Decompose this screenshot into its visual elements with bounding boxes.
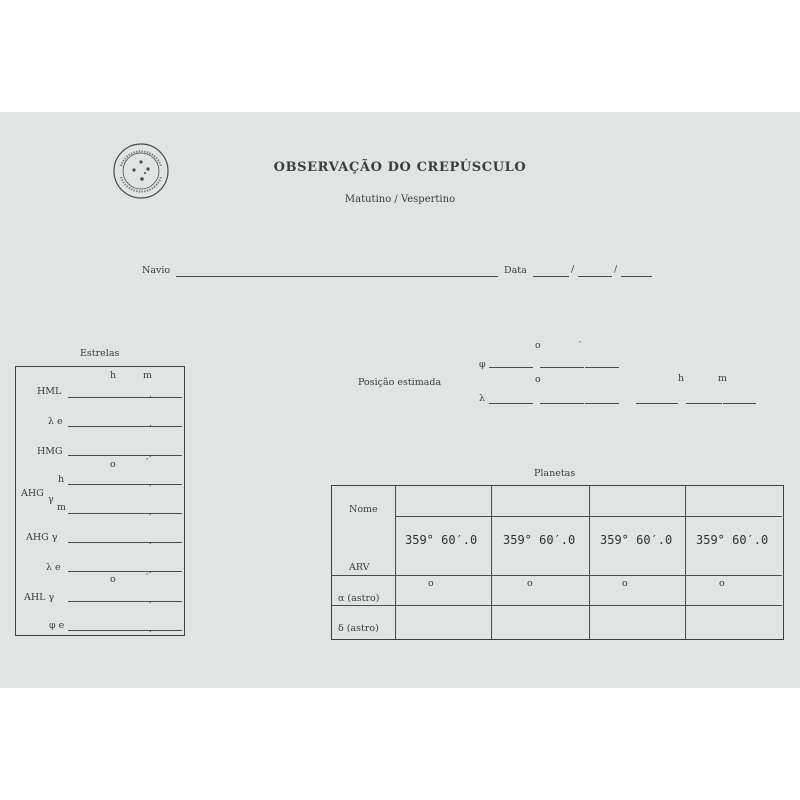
planetas-row-sep-nome [395, 516, 782, 517]
row-lambda-e1-field[interactable] [68, 426, 182, 427]
data-label: Data [504, 265, 527, 276]
posicao-phi-dec-field[interactable] [585, 367, 619, 368]
planetas-col-sep-0 [395, 485, 396, 639]
row-phi-e-label: φ e [49, 620, 65, 631]
row-m-field[interactable] [68, 513, 182, 514]
m-comma: , [149, 506, 153, 517]
date-sep-2: / [614, 264, 618, 275]
arv-value-2[interactable]: 359° 60′.0 [503, 533, 576, 547]
planetas-table [331, 485, 784, 640]
row-hmg-field[interactable] [68, 455, 182, 456]
posicao-deg-top: o [535, 340, 541, 351]
row-gamma-sub: γ [48, 494, 54, 505]
planetas-row-alpha: α (astro) [338, 593, 380, 604]
row-lambda-e2-label: λ e [46, 562, 61, 573]
row-ahl-gamma-label: AHL γ [24, 592, 55, 603]
navio-label: Navio [142, 265, 171, 276]
row-phi-e-field[interactable] [68, 630, 182, 631]
form-title: OBSERVAÇÃO DO CREPÚSCULO [273, 160, 527, 175]
date-month-field[interactable] [578, 276, 612, 277]
arv-value-3[interactable]: 359° 60′.0 [600, 533, 673, 547]
estrelas-title: Estrelas [80, 348, 120, 359]
planetas-row-delta: δ (astro) [338, 623, 379, 634]
posicao-deg-bottom: o [535, 374, 541, 385]
planetas-row-nome: Nome [349, 504, 378, 515]
alpha-deg-3: o [622, 578, 628, 589]
posicao-h-field[interactable] [636, 403, 678, 404]
estrelas-unit-min-1: ′ [146, 457, 149, 468]
planetas-row-arv: ARV [349, 562, 370, 573]
row-lambda-e1-label: λ e [48, 416, 63, 427]
posicao-lambda-min-field[interactable] [540, 403, 584, 404]
form-subtitle: Matutino / Vespertino [344, 194, 456, 205]
row-ahl-gamma-field[interactable] [68, 601, 182, 602]
planetas-row-sep-alpha [332, 605, 782, 606]
row-m-label: m [57, 502, 67, 513]
arv-value-4[interactable]: 359° 60′.0 [696, 533, 769, 547]
estrelas-unit-h: h [110, 370, 117, 381]
posicao-s-field[interactable] [723, 403, 756, 404]
posicao-min-top: ′ [579, 340, 582, 351]
row-ahg-gamma-field[interactable] [68, 542, 182, 543]
row-h-label: h [58, 474, 65, 485]
row-hmg-label: HMG [37, 446, 63, 457]
posicao-lambda: λ [479, 393, 486, 404]
posicao-m-field[interactable] [686, 403, 722, 404]
row-ahg-gamma-label: AHG γ [26, 532, 58, 543]
lambda-e1-comma: , [149, 418, 153, 429]
estrelas-unit-deg-1: o [110, 459, 116, 470]
h-comma: , [149, 477, 153, 488]
arv-value-1[interactable]: 359° 60′.0 [405, 533, 478, 547]
row-lambda-e2-field[interactable] [68, 571, 182, 572]
planetas-col-sep-3 [685, 485, 686, 639]
posicao-lambda-dec-field[interactable] [585, 403, 619, 404]
posicao-m: m [718, 373, 728, 384]
form-sheet [0, 112, 800, 688]
posicao-phi-deg-field[interactable] [489, 367, 533, 368]
hmg-comma: , [149, 448, 153, 459]
date-year-field[interactable] [621, 276, 652, 277]
planetas-title: Planetas [534, 468, 576, 479]
navio-field[interactable] [176, 276, 498, 277]
hml-comma: , [149, 389, 153, 400]
estrelas-unit-min-2: ′ [146, 572, 149, 583]
date-sep-1: / [571, 264, 575, 275]
alpha-deg-2: o [527, 578, 533, 589]
ahl-gamma-comma: , [149, 594, 153, 605]
ahg-gamma-comma: , [149, 535, 153, 546]
posicao-lambda-deg-field[interactable] [489, 403, 533, 404]
planetas-col-sep-1 [491, 485, 492, 639]
navy-seal-logo [112, 142, 170, 200]
planetas-row-sep-arv [332, 575, 782, 576]
date-day-field[interactable] [533, 276, 569, 277]
row-h-field[interactable] [68, 484, 182, 485]
posicao-h: h [678, 373, 685, 384]
row-ahg-gamma-top-label: AHG [21, 488, 44, 499]
estrelas-unit-m: m [143, 370, 153, 381]
alpha-deg-4: o [719, 578, 725, 589]
posicao-phi-min-field[interactable] [540, 367, 584, 368]
row-hml-field[interactable] [68, 397, 182, 398]
posicao-phi: φ [479, 359, 486, 370]
planetas-col-sep-2 [589, 485, 590, 639]
estrelas-unit-deg-2: o [110, 574, 116, 585]
row-hml-label: HML [37, 386, 62, 397]
phi-e-comma: , [149, 623, 153, 634]
alpha-deg-1: o [428, 578, 434, 589]
posicao-label: Posição estimada [358, 377, 442, 388]
lambda-e2-comma: , [149, 564, 153, 575]
